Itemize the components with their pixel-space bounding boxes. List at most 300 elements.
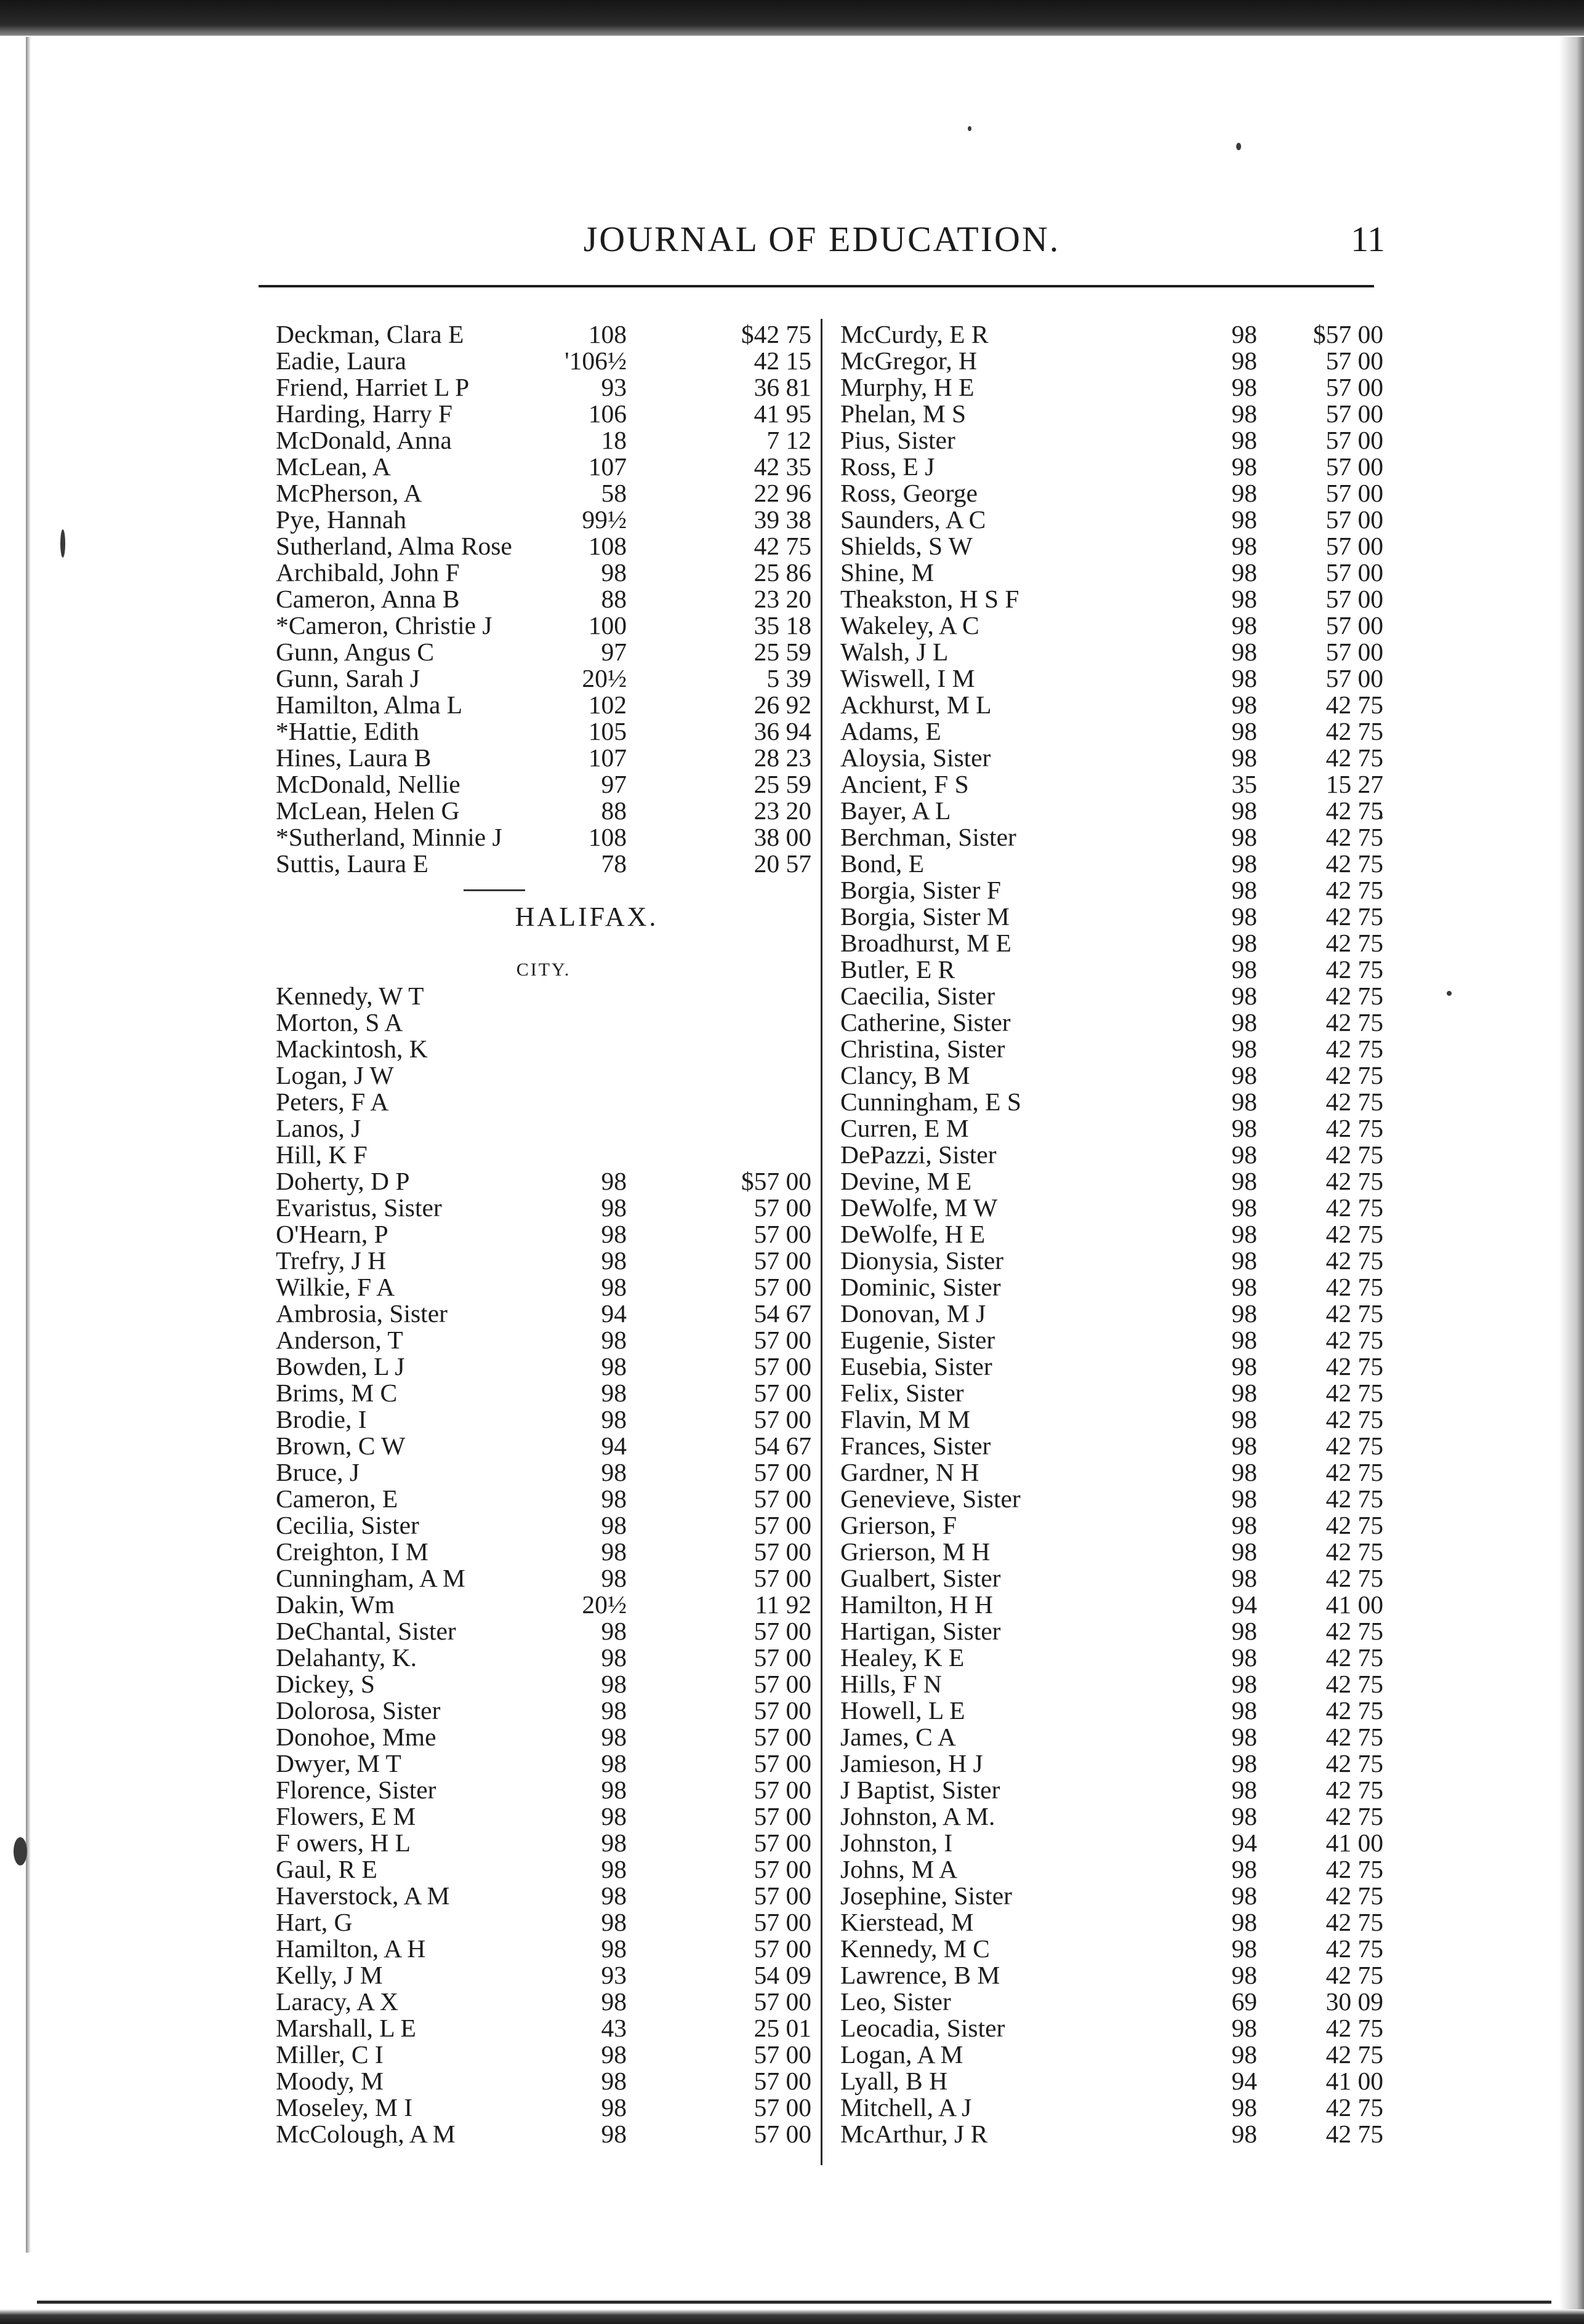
days-taught: 94 [1231, 1590, 1257, 1619]
grant-amount: 42 75 [1325, 1749, 1383, 1777]
grant-amount: 57 00 [1325, 399, 1383, 428]
days-taught: 98 [601, 1458, 627, 1486]
grant-amount: 42 75 [1325, 1114, 1383, 1142]
list-row [276, 1142, 811, 1168]
list-row [840, 1539, 1383, 1565]
days-taught: 98 [1231, 1088, 1257, 1116]
list-row [276, 1433, 811, 1459]
list-row [840, 1009, 1383, 1036]
days-taught: 98 [1231, 611, 1257, 639]
days-taught: 98 [601, 1617, 627, 1645]
teacher-name: McLean, A [276, 452, 391, 481]
grant-amount: 57 00 [754, 1564, 811, 1592]
list-row [840, 1248, 1383, 1274]
list-row [840, 1062, 1383, 1089]
teacher-name: Eadie, Laura [276, 347, 406, 375]
grant-amount: 42 75 [1325, 2040, 1383, 2069]
teacher-name: DeWolfe, M W [840, 1193, 998, 1222]
grant-amount: 36 94 [754, 717, 811, 745]
list-row [276, 1380, 811, 1406]
teacher-name: Kelly, J M [276, 1961, 383, 1989]
grant-amount: 23 20 [754, 796, 811, 825]
teacher-name: McLean, Helen G [276, 796, 460, 825]
teacher-name: Eugenie, Sister [840, 1326, 995, 1354]
days-taught: 93 [601, 1961, 627, 1989]
days-taught: 98 [1231, 558, 1257, 587]
grant-amount: 42 75 [1325, 743, 1383, 772]
teacher-name: Phelan, M S [840, 399, 967, 428]
blank-line [276, 930, 811, 956]
days-taught: 98 [601, 1246, 627, 1275]
teacher-name: Gualbert, Sister [840, 1564, 1001, 1592]
list-row [276, 454, 811, 480]
days-taught: 94 [601, 1299, 627, 1328]
list-row [840, 1618, 1383, 1645]
grant-amount: 42 75 [1325, 1432, 1383, 1460]
days-taught: 98 [601, 558, 627, 587]
teacher-name: Broadhurst, M E [840, 929, 1011, 957]
teacher-name: O'Hearn, P [276, 1220, 388, 1248]
grant-amount: 42 75 [1325, 982, 1383, 1010]
days-taught: 98 [601, 1723, 627, 1751]
list-row [276, 2068, 811, 2094]
grant-amount: 42 75 [1325, 1723, 1383, 1751]
grant-amount: 57 00 [754, 2040, 811, 2069]
grant-amount: 57 00 [754, 1934, 811, 1963]
teacher-name: Miller, C I [276, 2040, 384, 2069]
days-taught: 98 [601, 1855, 627, 1883]
list-row [840, 930, 1383, 956]
teacher-name: Clancy, B M [840, 1061, 970, 1089]
grant-amount: 38 00 [754, 823, 811, 851]
teacher-name: Kierstead, M [840, 1908, 974, 1936]
scan-speck [60, 529, 65, 558]
days-taught: 98 [1231, 2014, 1257, 2042]
days-taught: 97 [601, 638, 627, 666]
list-row [276, 983, 811, 1009]
teacher-name: Hamilton, H H [840, 1590, 993, 1619]
days-taught: 98 [601, 1643, 627, 1672]
list-row [840, 1697, 1383, 1724]
list-row [840, 1353, 1383, 1380]
days-taught: 98 [1231, 982, 1257, 1010]
teacher-name: McGregor, H [840, 347, 977, 375]
list-row [276, 533, 811, 559]
days-taught: 94 [1231, 1829, 1257, 1857]
grant-amount: 42 75 [1325, 1670, 1383, 1698]
grant-amount: 42 75 [1325, 2014, 1383, 2042]
list-row [840, 2068, 1383, 2094]
days-taught: 102 [588, 691, 627, 719]
list-row [840, 374, 1383, 401]
list-row [276, 612, 811, 639]
right-column [840, 321, 1383, 2147]
list-row [276, 718, 811, 745]
days-taught: 99½ [582, 505, 627, 534]
list-row [840, 559, 1383, 586]
grant-amount: 54 67 [754, 1432, 811, 1460]
grant-amount: 57 00 [754, 2067, 811, 2095]
grant-amount: 42 75 [1325, 1881, 1383, 1910]
days-taught: 98 [601, 1670, 627, 1698]
grant-amount: 42 75 [1325, 1035, 1383, 1063]
teacher-name: Wilkie, F A [276, 1273, 395, 1301]
grant-amount: 57 00 [754, 1696, 811, 1725]
days-taught: 98 [1231, 1776, 1257, 1804]
section-heading [276, 956, 811, 983]
days-taught: 98 [1231, 347, 1257, 375]
days-taught: 98 [601, 1167, 627, 1195]
days-taught: 98 [601, 1326, 627, 1354]
list-row [276, 1089, 811, 1115]
list-row [276, 1803, 811, 1830]
grant-amount: 42 35 [754, 452, 811, 481]
grant-amount: 57 00 [754, 1458, 811, 1486]
days-taught: 98 [1231, 1352, 1257, 1380]
list-row [276, 798, 811, 824]
teacher-name: DeWolfe, H E [840, 1220, 986, 1248]
days-taught: 98 [1231, 1696, 1257, 1725]
page-header [259, 218, 1385, 268]
days-taught: 98 [1231, 1802, 1257, 1830]
list-row [276, 1724, 811, 1750]
days-taught: 98 [1231, 1299, 1257, 1328]
list-row [840, 692, 1383, 718]
teacher-name: Florence, Sister [276, 1776, 436, 1804]
list-row [840, 454, 1383, 480]
days-taught: 98 [601, 1193, 627, 1222]
grant-amount: 57 00 [1325, 373, 1383, 401]
days-taught: 98 [1231, 1934, 1257, 1963]
grant-amount: 57 00 [754, 1379, 811, 1407]
days-taught: 98 [1231, 1511, 1257, 1539]
list-row [840, 1433, 1383, 1459]
teacher-name: Logan, J W [276, 1061, 394, 1089]
days-taught: 106 [588, 399, 627, 428]
list-row [276, 824, 811, 851]
teacher-name: Shine, M [840, 558, 935, 587]
list-row [840, 1989, 1383, 2015]
list-row [840, 1645, 1383, 1671]
teacher-name: Ancient, F S [840, 770, 969, 798]
grant-amount: 11 92 [755, 1590, 811, 1619]
list-row [276, 745, 811, 771]
days-taught: 94 [601, 1432, 627, 1460]
grant-amount: 42 75 [1325, 1246, 1383, 1275]
days-taught: 98 [1231, 426, 1257, 454]
list-row [276, 427, 811, 454]
days-taught: 98 [1231, 1564, 1257, 1592]
days-taught: 98 [1231, 664, 1257, 692]
days-taught: 93 [601, 373, 627, 401]
list-row [276, 1009, 811, 1036]
list-row [276, 1036, 811, 1062]
days-taught: 98 [1231, 717, 1257, 745]
grant-amount: 57 00 [1325, 532, 1383, 560]
teacher-name: DeChantal, Sister [276, 1617, 456, 1645]
grant-amount: 57 00 [754, 1670, 811, 1698]
days-taught: 98 [1231, 1061, 1257, 1089]
teacher-name: Felix, Sister [840, 1379, 964, 1407]
teacher-name: McColough, A M [276, 2120, 456, 2148]
grant-amount: 57 00 [1325, 664, 1383, 692]
teacher-name: Morton, S A [276, 1008, 403, 1036]
list-row [840, 718, 1383, 745]
teacher-name: Marshall, L E [276, 2014, 416, 2042]
teacher-name: Lanos, J [276, 1114, 361, 1142]
list-row [276, 1486, 811, 1512]
days-taught: 98 [601, 2067, 627, 2095]
teacher-name: McDonald, Anna [276, 426, 452, 454]
list-row [276, 1697, 811, 1724]
grant-amount: 42 75 [1325, 1379, 1383, 1407]
teacher-name: Ross, George [840, 479, 978, 507]
scan-bottom-border [0, 2309, 1584, 2324]
teacher-name: Frances, Sister [840, 1432, 991, 1460]
days-taught: 98 [1231, 399, 1257, 428]
teacher-name: Hartigan, Sister [840, 1617, 1001, 1645]
teacher-name: Walsh, J L [840, 638, 949, 666]
teacher-name: Dakin, Wm [276, 1590, 395, 1619]
list-row [276, 1618, 811, 1645]
grant-amount: 57 00 [1325, 347, 1383, 375]
days-taught: 20½ [582, 664, 627, 692]
list-row [840, 348, 1383, 374]
teacher-name: Deckman, Clara E [276, 320, 464, 348]
grant-amount: 57 00 [754, 1537, 811, 1566]
list-row [840, 507, 1383, 533]
days-taught: 98 [601, 1352, 627, 1380]
teacher-name: Jamieson, H J [840, 1749, 983, 1777]
days-taught: 98 [601, 1749, 627, 1777]
list-row [276, 2121, 811, 2147]
teacher-name: Ross, E J [840, 452, 935, 481]
list-row [276, 851, 811, 877]
teacher-name: DePazzi, Sister [840, 1140, 997, 1169]
list-row [840, 1777, 1383, 1803]
days-taught: 98 [601, 1273, 627, 1301]
list-row [840, 1221, 1383, 1248]
teacher-name: Hamilton, A H [276, 1934, 426, 1963]
grant-amount: 42 75 [1325, 1643, 1383, 1672]
list-row [840, 2121, 1383, 2147]
teacher-name: Genevieve, Sister [840, 1485, 1021, 1513]
teacher-name: Johnston, I [840, 1829, 953, 1857]
list-row [840, 851, 1383, 877]
days-taught: 98 [1231, 1670, 1257, 1698]
list-row [276, 586, 811, 612]
grant-amount: 57 00 [754, 1246, 811, 1275]
list-row [840, 612, 1383, 639]
scan-left-edge [26, 37, 31, 2253]
days-taught: 98 [1231, 1643, 1257, 1672]
teacher-name: Moody, M [276, 2067, 384, 2095]
grant-amount: 57 00 [754, 1273, 811, 1301]
days-taught: 94 [1231, 2067, 1257, 2095]
list-row [276, 1565, 811, 1592]
grant-amount: 42 75 [1325, 1485, 1383, 1513]
grant-amount: 57 00 [1325, 426, 1383, 454]
grant-amount: 42 75 [1325, 876, 1383, 904]
grant-amount: 57 00 [754, 1405, 811, 1433]
list-row [276, 401, 811, 427]
teacher-name: Hill, K F [276, 1140, 368, 1169]
days-taught: 88 [601, 585, 627, 613]
grant-amount: 42 75 [1325, 1326, 1383, 1354]
days-taught: 98 [1231, 876, 1257, 904]
grant-amount: 42 75 [1325, 1299, 1383, 1328]
days-taught: 98 [1231, 823, 1257, 851]
grant-amount: 42 75 [1325, 823, 1383, 851]
grant-amount: 57 00 [754, 1643, 811, 1672]
list-row [276, 1909, 811, 1936]
days-taught: 98 [1231, 902, 1257, 931]
days-taught: 98 [601, 1908, 627, 1936]
grant-amount: 25 59 [754, 770, 811, 798]
days-taught: 98 [1231, 2093, 1257, 2122]
teacher-name: McPherson, A [276, 479, 422, 507]
days-taught: 98 [601, 1485, 627, 1513]
teacher-name: Wakeley, A C [840, 611, 979, 639]
days-taught: 98 [1231, 1537, 1257, 1566]
list-row [840, 798, 1383, 824]
list-row [276, 1830, 811, 1856]
days-taught: 98 [1231, 1008, 1257, 1036]
list-row [840, 1327, 1383, 1353]
grant-amount: 42 15 [754, 347, 811, 375]
teacher-name: James, C A [840, 1723, 956, 1751]
days-taught: 98 [601, 1696, 627, 1725]
grant-amount: 41 00 [1325, 1829, 1383, 1857]
teacher-name: Lyall, B H [840, 2067, 948, 2095]
list-row [276, 1327, 811, 1353]
teacher-name: Bayer, A L [840, 796, 951, 825]
days-taught: 98 [1231, 2120, 1257, 2148]
teacher-name: Caecilia, Sister [840, 982, 995, 1010]
teacher-name: J Baptist, Sister [840, 1776, 1000, 1804]
scan-speck [14, 1837, 27, 1865]
teacher-name: Healey, K E [840, 1643, 965, 1672]
days-taught: 98 [1231, 1326, 1257, 1354]
list-row [276, 1062, 811, 1089]
list-row [840, 1486, 1383, 1512]
days-taught: 105 [588, 717, 627, 745]
days-taught: 98 [1231, 452, 1257, 481]
list-row [840, 1089, 1383, 1115]
days-taught: 107 [588, 452, 627, 481]
list-row [276, 639, 811, 665]
days-taught: 98 [1231, 1167, 1257, 1195]
grant-amount: 57 00 [754, 1511, 811, 1539]
teacher-name: Mitchell, A J [840, 2093, 972, 2122]
list-row [276, 2042, 811, 2068]
teacher-name: Theakston, H S F [840, 585, 1019, 613]
teacher-name: Suttis, Laura E [276, 849, 428, 878]
scan-speck [1236, 143, 1241, 150]
list-row [840, 1142, 1383, 1168]
days-taught: 98 [601, 2120, 627, 2148]
teacher-name: Hines, Laura B [276, 743, 432, 772]
teacher-name: Evaristus, Sister [276, 1193, 442, 1222]
days-taught: 98 [1231, 532, 1257, 560]
list-row [276, 1300, 811, 1327]
teacher-name: Kennedy, W T [276, 982, 424, 1010]
list-row [276, 665, 811, 692]
grant-amount: 42 75 [1325, 1140, 1383, 1169]
days-taught: 98 [601, 1802, 627, 1830]
grant-amount: 42 75 [1325, 849, 1383, 878]
teacher-name: Delahanty, K. [276, 1643, 417, 1672]
days-taught: 98 [1231, 849, 1257, 878]
list-row [840, 745, 1383, 771]
list-row [840, 1512, 1383, 1539]
grant-amount: 25 86 [754, 558, 811, 587]
days-taught: 98 [1231, 1035, 1257, 1063]
teacher-name: Cunningham, A M [276, 1564, 465, 1592]
days-taught: 98 [1231, 929, 1257, 957]
days-taught: 98 [601, 1829, 627, 1857]
grant-amount: 20 57 [754, 849, 811, 878]
list-row [840, 1909, 1383, 1936]
list-row [840, 771, 1383, 798]
grant-amount: 42 75 [1325, 1564, 1383, 1592]
teacher-name: Pye, Hannah [276, 505, 407, 534]
teacher-name: F owers, H L [276, 1829, 411, 1857]
list-row [276, 692, 811, 718]
teacher-name: Archibald, John F [276, 558, 460, 587]
grant-amount: 57 00 [754, 1352, 811, 1380]
days-taught: 97 [601, 770, 627, 798]
days-taught: '106½ [565, 347, 627, 375]
grant-amount: 57 00 [754, 1802, 811, 1830]
grant-amount: 42 75 [1325, 1802, 1383, 1830]
grant-amount: 36 81 [754, 373, 811, 401]
list-row [840, 427, 1383, 454]
days-taught: 108 [588, 532, 627, 560]
days-taught: 108 [588, 320, 627, 348]
list-row [840, 1300, 1383, 1327]
grant-amount: 42 75 [1325, 1193, 1383, 1222]
teacher-name: Ackhurst, M L [840, 691, 992, 719]
list-row [840, 639, 1383, 665]
days-taught: 98 [1231, 1432, 1257, 1460]
grant-amount: 42 75 [1325, 1088, 1383, 1116]
days-taught: 18 [601, 426, 627, 454]
list-row [840, 665, 1383, 692]
list-row [276, 2015, 811, 2042]
days-taught: 98 [1231, 1749, 1257, 1777]
days-taught: 98 [601, 1934, 627, 1963]
grant-amount: 39 38 [754, 505, 811, 534]
grant-amount: 28 23 [754, 743, 811, 772]
teacher-name: Donohoe, Mme [276, 1723, 436, 1751]
grant-amount: 42 75 [1325, 717, 1383, 745]
days-taught: 98 [1231, 585, 1257, 613]
teacher-name: Gunn, Sarah J [276, 664, 420, 692]
grant-amount: 35 18 [754, 611, 811, 639]
list-row [276, 1989, 811, 2015]
list-row [276, 1115, 811, 1142]
days-taught: 98 [1231, 1246, 1257, 1275]
list-row [276, 1592, 811, 1618]
scan-bottom-line [37, 2301, 1551, 2304]
teacher-name: Grierson, M H [840, 1537, 991, 1566]
list-row [840, 1115, 1383, 1142]
grant-amount: 15 27 [1325, 770, 1383, 798]
grant-amount: 42 75 [1325, 1352, 1383, 1380]
teacher-name: Trefry, J H [276, 1246, 387, 1275]
list-row [840, 1565, 1383, 1592]
